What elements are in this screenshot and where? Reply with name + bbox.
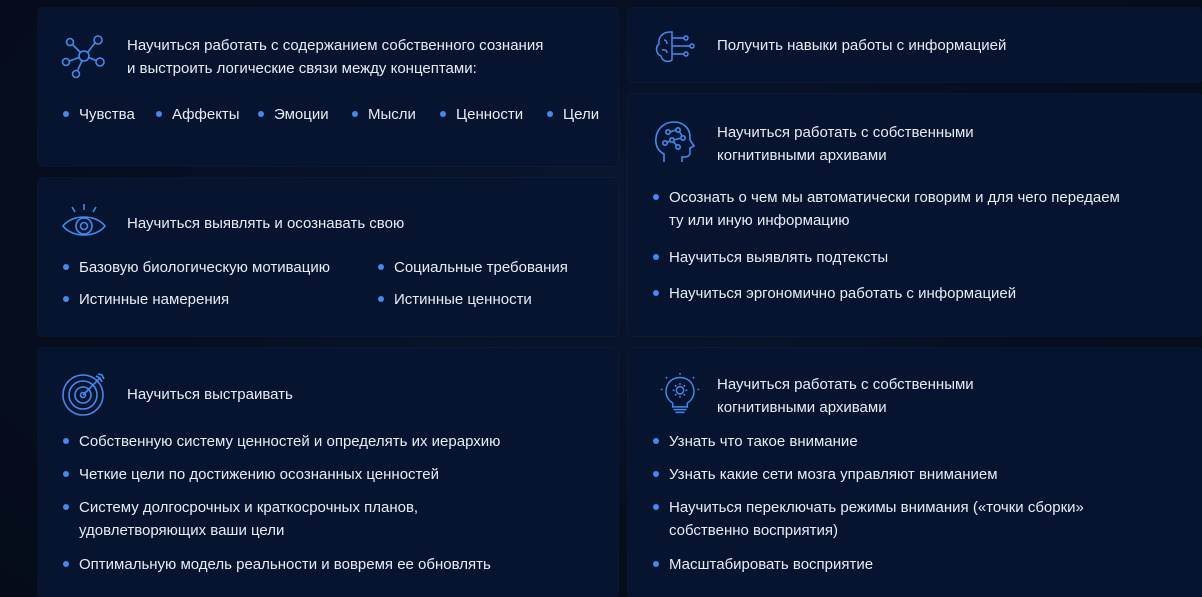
- list-item: Научиться эргономично работать с информацией: [653, 282, 1016, 305]
- card-consciousness: [38, 8, 618, 166]
- card-attention: [628, 348, 1202, 597]
- eye-icon: [60, 200, 108, 248]
- lightbulb-gear-icon: [658, 372, 702, 416]
- list-item: Социальные требования: [378, 256, 568, 279]
- card-cognitive-archives: [628, 94, 1202, 336]
- list-item: Истинные ценности: [378, 288, 532, 311]
- list-item: Узнать что такое внимание: [653, 430, 858, 453]
- list-item: Оптимальную модель реальности и вовремя ее обновлять: [63, 553, 491, 576]
- list-item: Истинные намерения: [63, 288, 229, 311]
- network-nodes-icon: [60, 32, 108, 80]
- list-item: Базовую биологическую мотивацию: [63, 256, 330, 279]
- brain-circuit-icon: [650, 22, 698, 70]
- card-title: Научиться работать с содержанием собственного сознания и выстроить логические связи между концептами:: [127, 37, 544, 77]
- list-item: Чувства: [63, 103, 135, 126]
- list-item: Научиться переключать режимы внимания («точки сборки» собственно восприятия): [653, 496, 1193, 542]
- head-brain-icon: [650, 118, 698, 166]
- list-item: Научиться выявлять подтексты: [653, 246, 888, 269]
- list-item: Четкие цели по достижению осознанных ценностей: [63, 463, 439, 486]
- card-title: Научиться выявлять и осознавать свою: [127, 215, 405, 232]
- card-title: Получить навыки работы с информацией: [717, 37, 1007, 54]
- list-item: Эмоции: [258, 103, 329, 126]
- target-icon: [60, 370, 108, 418]
- card-detect-awareness: [38, 178, 618, 336]
- list-item: Осознать о чем мы автоматически говорим и для чего передаем ту или иную информацию: [653, 186, 1193, 232]
- list-item: Масштабировать восприятие: [653, 553, 873, 576]
- list-item: Мысли: [352, 103, 416, 126]
- list-item: Узнать какие сети мозга управляют вниманием: [653, 463, 998, 486]
- list-item: Цели: [547, 103, 599, 126]
- list-item: Собственную систему ценностей и определять их иерархию: [63, 430, 500, 453]
- card-build-system: [38, 348, 618, 597]
- card-title: Научиться выстраивать: [127, 386, 293, 403]
- list-item: Аффекты: [156, 103, 240, 126]
- list-item: Ценности: [440, 103, 523, 126]
- card-title: Научиться работать с собственными когнитивными архивами: [717, 124, 974, 164]
- list-item: Систему долгосрочных и краткосрочных планов, удовлетворяющих ваши цели: [63, 496, 603, 542]
- card-title: Научиться работать с собственными когнитивными архивами: [717, 376, 974, 416]
- card-information-skills: [628, 8, 1202, 82]
